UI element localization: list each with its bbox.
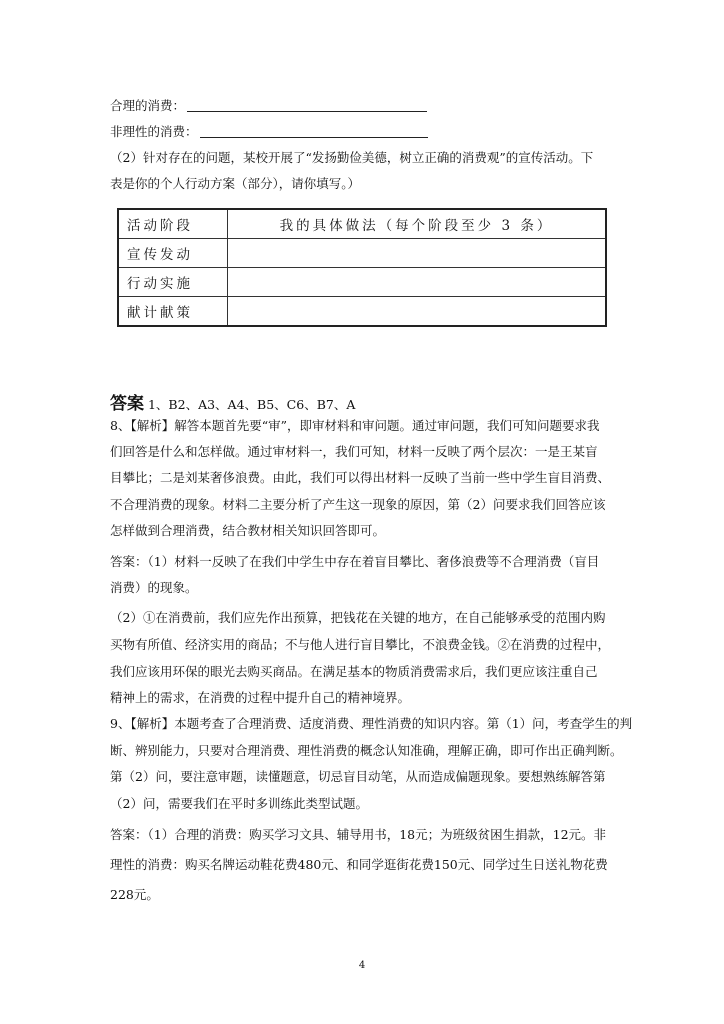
table-header-row	[118, 209, 606, 239]
reasonable-consumption-line	[110, 98, 427, 114]
answer-line: 消费）的现象。	[110, 580, 198, 595]
answer-line: （2）①在消费前，我们应先作出预算，把钱花在关键的地方，在自己能够承受的范围内购	[110, 610, 606, 625]
question-2-line-2: 表是你的个人行动方案（部分），请你填写。）	[110, 176, 361, 191]
answer-line: 我们应该用环保的眼光去购买商品。在满足基本的物质消费需求后，我们更应该注重自己	[110, 664, 598, 679]
method-cell	[228, 297, 607, 327]
method-cell	[228, 268, 607, 297]
answer-line: 怎样做到合理消费，结合教材相关知识回答即可。	[110, 523, 386, 538]
answer-line: 目攀比；二是刘某奢侈浪费。由此，我们可以得出材料一反映了当前一些中学生盲目消费、	[110, 470, 611, 485]
table-row	[118, 239, 606, 268]
question-2-line-1: （2）针对存在的问题，某校开展了“发扬勤俭美德，树立正确的消费观”的宣传活动。下	[110, 150, 594, 165]
answers-heading: 答案	[110, 394, 144, 414]
answer-line: 精神上的需求，在消费的过程中提升自己的精神境界。	[110, 690, 411, 705]
header-stage: 活动阶段	[118, 209, 228, 239]
unreasonable-consumption-label: 非理性的消费：	[110, 124, 198, 139]
answer-line: 买物有所值、经济实用的商品；不与他人进行盲目攀比，不浪费金钱。②在消费的过程中，	[110, 637, 611, 652]
table-row	[118, 297, 606, 327]
unreasonable-consumption-blank	[200, 125, 428, 138]
unreasonable-consumption-line	[110, 124, 428, 140]
action-plan-table	[117, 208, 607, 327]
answer-line: 第（2）问，要注意审题，读懂题意，切忌盲目动笔，从而造成偏题现象。要想熟练解答第	[110, 769, 606, 784]
answer-line: 9、【解析】本题考查了合理消费、适度消费、理性消费的知识内容。第（1）问，考查学生的判	[110, 716, 633, 731]
reasonable-consumption-label: 合理的消费：	[110, 98, 186, 113]
reasonable-consumption-blank	[187, 99, 427, 112]
multiple-choice-answers: 1、B2、A3、A4、B5、C6、B7、A	[147, 397, 356, 412]
answer-line: 断、辨别能力，只要对合理消费、理性消费的概念认知准确，理解正确，即可作出正确判断。	[110, 743, 623, 758]
method-cell	[228, 239, 607, 268]
answer-line: 理性的消费：购买名牌运动鞋花费480元、和同学逛街花费150元、同学过生日送礼物花费	[110, 857, 608, 872]
answer-line: 答案：（1）合理的消费：购买学习文具、辅导用书，18元；为班级贫困生捐款，12元。非	[110, 827, 607, 842]
header-method: 我的具体做法（每个阶段至少 3 条）	[228, 209, 607, 239]
page-number: 4	[358, 960, 366, 971]
answer-line: 不合理消费的现象。材料二主要分析了产生这一现象的原因，第（2）问要求我们回答应该	[110, 497, 606, 512]
answer-line: （2）问，需要我们在平时多训练此类型试题。	[110, 796, 368, 811]
table-row	[118, 268, 606, 297]
answer-line: 228元。	[110, 887, 159, 902]
answer-line: 答案：（1）材料一反映了在我们中学生中存在着盲目攀比、奢侈浪费等不合理消费（盲目	[110, 554, 600, 569]
stage-label: 献计献策	[118, 297, 228, 327]
answer-line: 们回答是什么和怎样做。通过审材料一，我们可知，材料一反映了两个层次：一是王某盲	[110, 444, 598, 459]
answer-line: 8、【解析】解答本题首先要“审”，即审材料和审问题。通过审问题，我们可知问题要求我	[110, 418, 600, 433]
answers-heading-line	[110, 394, 355, 415]
stage-label: 宣传发动	[118, 239, 228, 268]
stage-label: 行动实施	[118, 268, 228, 297]
